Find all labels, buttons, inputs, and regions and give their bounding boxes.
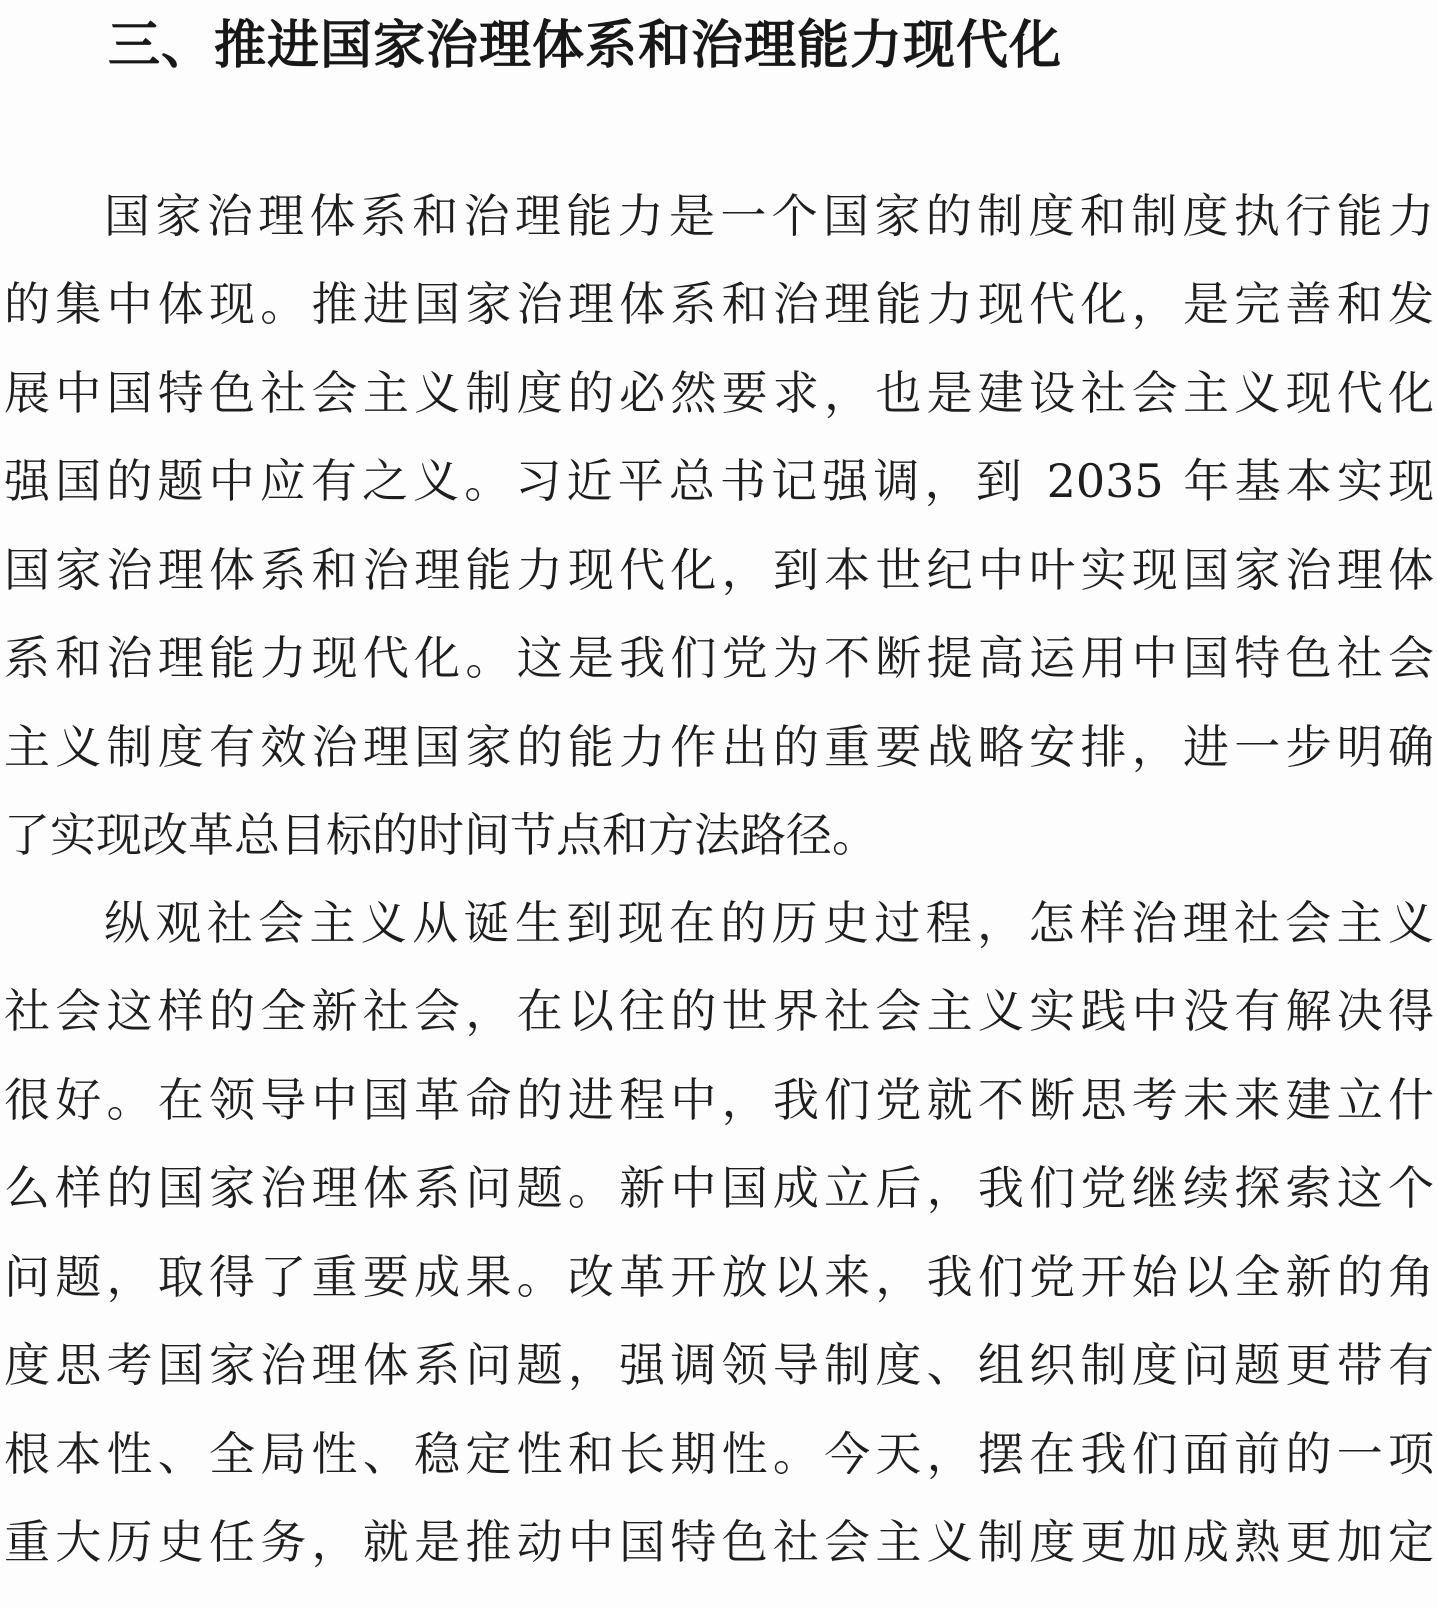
paragraph-1-line-3: 展中国特色社会主义制度的必然要求，也是建设社会主义现代化: [4, 366, 1434, 420]
paragraph-2-line-4: 么样的国家治理体系问题。新中国成立后，我们党继续探索这个: [4, 1161, 1434, 1215]
paragraph-1-line-8: 了实现改革总目标的时间节点和方法路径。: [4, 808, 878, 862]
paragraph-1-line-7: 主义制度有效治理国家的能力作出的重要战略安排，进一步明确: [4, 720, 1434, 774]
paragraph-1-line-4: 强国的题中应有之义。习近平总书记强调，到 2035 年基本实现: [4, 454, 1434, 508]
section-heading: 三、推进国家治理体系和治理能力现代化: [108, 16, 1063, 76]
paragraph-2-line-1: 纵观社会主义从诞生到现在的历史过程，怎样治理社会主义: [104, 896, 1434, 950]
paragraph-2-line-2: 社会这样的全新社会，在以往的世界社会主义实践中没有解决得: [4, 984, 1434, 1038]
paragraph-1-line-2: 的集中体现。推进国家治理体系和治理能力现代化，是完善和发: [4, 277, 1434, 331]
paragraph-1-line-1: 国家治理体系和治理能力是一个国家的制度和制度执行能力: [104, 189, 1434, 243]
paragraph-2-line-6: 度思考国家治理体系问题，强调领导制度、组织制度问题更带有: [4, 1338, 1434, 1392]
paragraph-2-line-7: 根本性、全局性、稳定性和长期性。今天，摆在我们面前的一项: [4, 1427, 1434, 1481]
paragraph-2-line-5: 问题，取得了重要成果。改革开放以来，我们党开始以全新的角: [4, 1250, 1434, 1304]
paragraph-1-line-5: 国家治理体系和治理能力现代化，到本世纪中叶实现国家治理体: [4, 543, 1434, 597]
paragraph-1-line-6: 系和治理能力现代化。这是我们党为不断提高运用中国特色社会: [4, 631, 1434, 685]
paragraph-2-line-8: 重大历史任务，就是推动中国特色社会主义制度更加成熟更加定: [4, 1515, 1434, 1569]
paragraph-2-line-3: 很好。在领导中国革命的进程中，我们党就不断思考未来建立什: [4, 1073, 1434, 1127]
